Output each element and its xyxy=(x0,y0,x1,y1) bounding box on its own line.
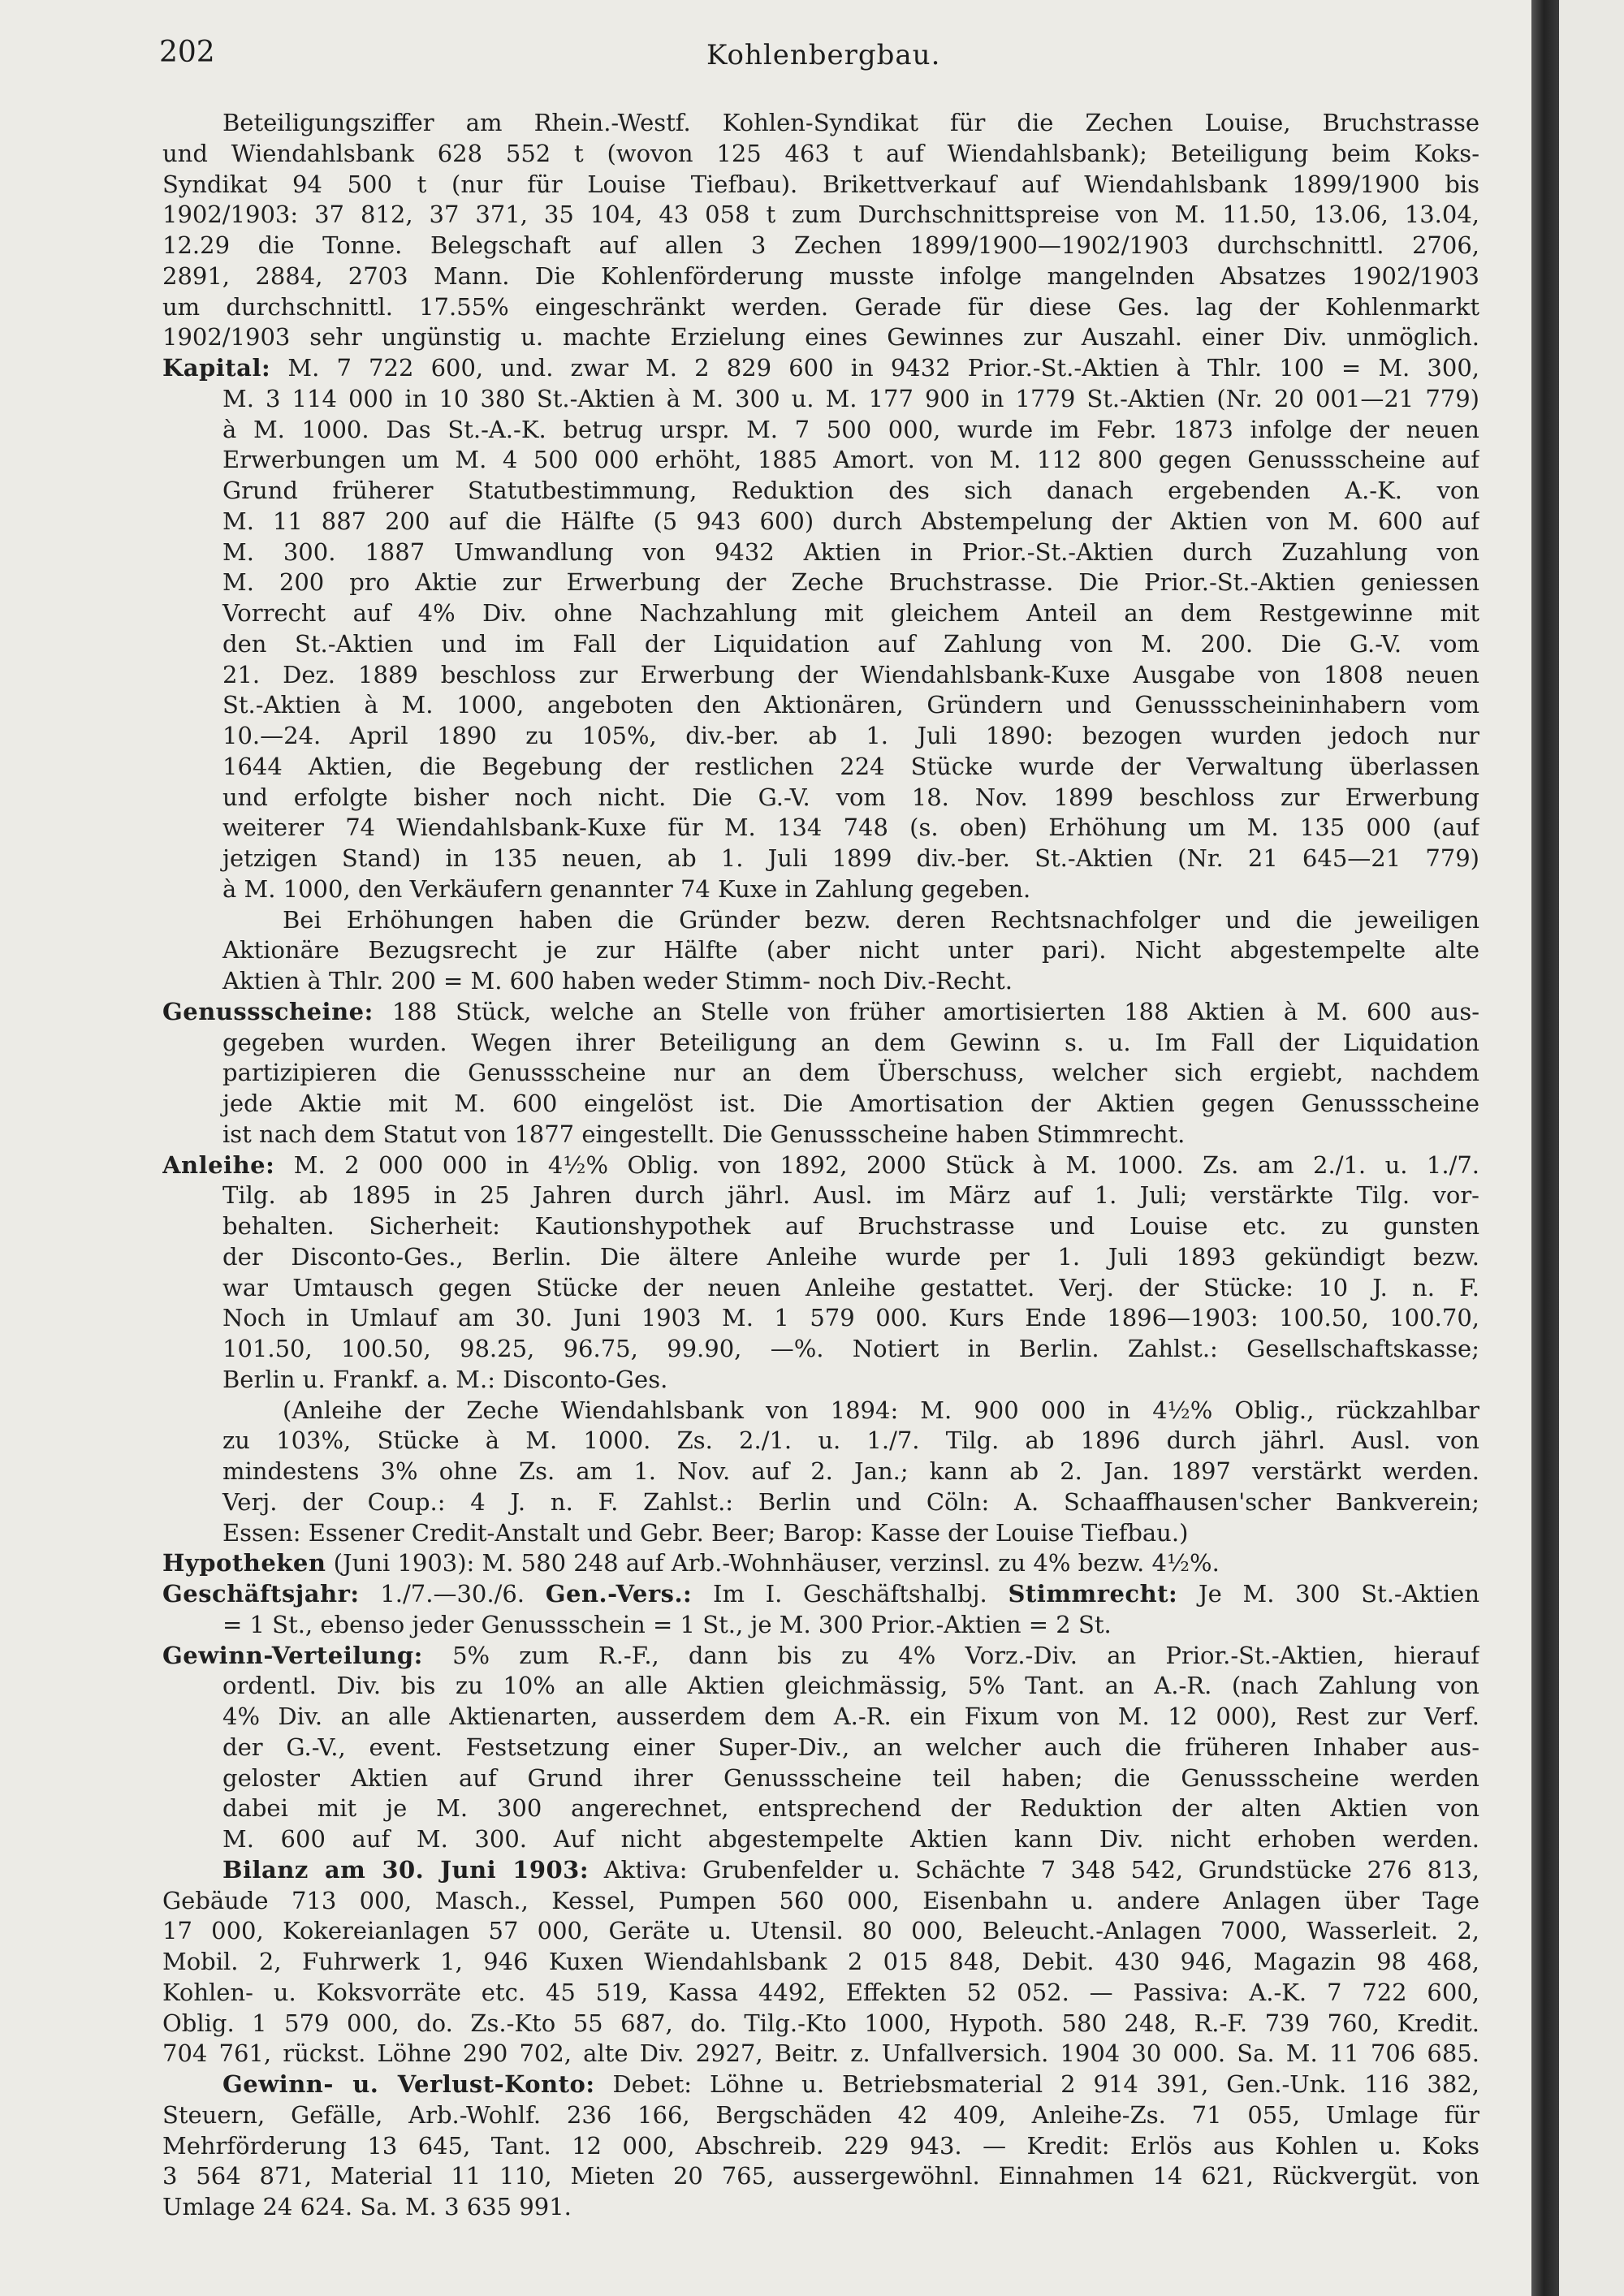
text-line: gegeben wurden. Wegen ihrer Beteiligung an dem Gewinn s. u. Im Fall der Liquidation xyxy=(222,1028,1479,1056)
text-run: (Juni 1903): M. 580 248 auf Arb.-Wohnhäuser, verzinsl. zu 4% bezw. 4½%. xyxy=(333,1549,1220,1577)
section-heading-kapital: Kapital: xyxy=(162,354,271,382)
text-line: M. 600 auf M. 300. Auf nicht abgestempelte Aktien kann Div. nicht erhoben werden. xyxy=(222,1825,1479,1853)
text-line: weiterer 74 Wiendahlsbank-Kuxe für M. 134 748 (s. oben) Erhöhung um M. 135 000 (auf xyxy=(222,814,1479,842)
text-line-genussscheine xyxy=(162,997,1479,1028)
text-line: à M. 1000. Das St.-A.-K. betrug urspr. M. 7 500 000, wurde im Febr. 1873 infolge der neuen xyxy=(222,415,1479,443)
text-line-anleihe xyxy=(162,1150,1479,1181)
section-heading-gv-konto: Gewinn- u. Verlust-Konto: xyxy=(222,2070,595,2098)
text-line: Steuern, Gefälle, Arb.-Wohlf. 236 166, Bergschäden 42 409, Anleihe-Zs. 71 055, Umlage für xyxy=(162,2100,1479,2129)
text-run: Aktiva: Grubenfelder u. Schächte 7 348 542, Grundstücke 276 813, xyxy=(603,1855,1479,1884)
text-line-geschaeftsjahr xyxy=(162,1579,1479,1610)
text-line: M. 300. 1887 Umwandlung von 9432 Aktien in Prior.-St.-Aktien durch Zuzahlung von xyxy=(222,537,1479,566)
text-line: 704 761, rückst. Löhne 290 702, alte Div. 2927, Beitr. z. Unfallversich. 1904 30 000. Sa. M. 11 706 685. xyxy=(162,2039,1479,2068)
text-line: Berlin u. Frankf. a. M.: Disconto-Ges. xyxy=(222,1365,668,1393)
text-line: ordentl. Div. bis zu 10% an alle Aktien gleichmässig, 5% Tant. an A.-R. (nach Zahlung von xyxy=(222,1672,1479,1700)
text-line: 1644 Aktien, die Begebung der restlichen 224 Stücke wurde der Verwaltung überlassen xyxy=(222,752,1479,780)
text-run: 5% zum R.-F., dann bis zu 4% Vorz.-Div. an Prior.-St.-Aktien, hierauf xyxy=(452,1641,1479,1669)
text-line: Tilg. ab 1895 in 25 Jahren durch jährl. Ausl. im März auf 1. Juli; verstärkte Tilg. vor- xyxy=(222,1181,1479,1210)
facing-page-edge xyxy=(1559,0,1624,2296)
text-line: und Wiendahlsbank 628 552 t (wovon 125 463 t auf Wiendahlsbank); Beteiligung beim Koks- xyxy=(162,139,1479,167)
section-heading-gewinn-verteilung: Gewinn-Verteilung: xyxy=(162,1641,423,1669)
text-line: um durchschnittl. 17.55% eingeschränkt werden. Gerade für diese Ges. lag der Kohlenmarkt xyxy=(162,292,1479,321)
text-line: 101.50, 100.50, 98.25, 96.75, 99.90, —%. Notiert in Berlin. Zahlst.: Gesellschaftskasse; xyxy=(222,1335,1479,1362)
section-heading-geschaeftsjahr: Geschäftsjahr: xyxy=(162,1580,360,1608)
text-line: Aktionäre Bezugsrecht je zur Hälfte (aber nicht unter pari). Nicht abgestempelte alte xyxy=(222,936,1479,965)
text-line: M. 11 887 200 auf die Hälfte (5 943 600) durch Abstempelung der Aktien von M. 600 auf xyxy=(222,507,1479,535)
text-line: 4% Div. an alle Aktienarten, ausserdem dem A.-R. ein Fixum von M. 12 000), Rest zur Verf. xyxy=(222,1703,1479,1730)
text-line: Noch in Umlauf am 30. Juni 1903 M. 1 579 000. Kurs Ende 1896—1903: 100.50, 100.70, xyxy=(222,1304,1479,1332)
section-heading-genussscheine: Genussscheine: xyxy=(162,997,374,1025)
text-line: Verj. der Coup.: 4 J. n. F. Zahlst.: Berlin und Cöln: A. Schaaffhausen'scher Bankverein; xyxy=(222,1487,1479,1516)
text-line: Bei Erhöhungen haben die Gründer bezw. deren Rechtsnachfolger und die jeweiligen xyxy=(283,905,1479,934)
text-line: Mobil. 2, Fuhrwerk 1, 946 Kuxen Wiendahlsbank 2 015 848, Debit. 430 946, Magazin 98 468, xyxy=(162,1948,1479,1975)
text-run: Je M. 300 St.-Aktien xyxy=(1199,1580,1479,1608)
text-line: mindestens 3% ohne Zs. am 1. Nov. auf 2. Jan.; kann ab 2. Jan. 1897 verstärkt werden. xyxy=(222,1457,1479,1485)
text-line: Essen: Essener Credit-Anstalt und Gebr. Beer; Barop: Kasse der Louise Tiefbau.) xyxy=(222,1518,1189,1547)
text-line-gewinn-verteilung xyxy=(162,1641,1479,1672)
text-line: dabei mit je M. 300 angerechnet, entsprechend der Reduktion der alten Aktien von xyxy=(222,1794,1479,1823)
text-line: Oblig. 1 579 000, do. Zs.-Kto 55 687, do. Tilg.-Kto 1000, Hypoth. 580 248, R.-F. 739 760, Kredit. xyxy=(162,2009,1479,2037)
text-line: 12.29 die Tonne. Belegschaft auf allen 3 Zechen 1899/1900—1902/1903 durchschnittl. 2706, xyxy=(162,231,1479,259)
text-run: M. 2 000 000 in 4½% Oblig. von 1892, 2000 Stück à M. 1000. Zs. am 2./1. u. 1./7. xyxy=(293,1150,1479,1179)
text-line: behalten. Sicherheit: Kautionshypothek auf Bruchstrasse und Louise etc. zu gunsten xyxy=(222,1212,1479,1240)
text-line: Vorrecht auf 4% Div. ohne Nachzahlung mit gleichem Anteil an dem Restgewinne mit xyxy=(222,599,1479,627)
text-line: à M. 1000, den Verkäufern genannter 74 Kuxe in Zahlung gegeben. xyxy=(222,874,1031,903)
text-line: Syndikat 94 500 t (nur für Louise Tiefbau). Brikettverkauf auf Wiendahlsbank 1899/1900 bis xyxy=(162,170,1479,198)
text-line: Beteiligungsziffer am Rhein.-Westf. Kohlen-Syndikat für die Zechen Louise, Bruchstrasse xyxy=(222,109,1479,136)
text-line: der G.-V., event. Festsetzung einer Super-Div., an welcher auch die früheren Inhaber aus- xyxy=(222,1733,1479,1761)
text-run: Im I. Geschäftshalbj. xyxy=(712,1580,987,1608)
text-line: St.-Aktien à M. 1000, angeboten den Aktionären, Gründern und Genussscheininhabern vom xyxy=(222,691,1479,719)
text-line: Mehrförderung 13 645, Tant. 12 000, Abschreib. 229 943. — Kredit: Erlös aus Kohlen u. Koks xyxy=(162,2131,1479,2160)
text-line: 1902/1903 sehr ungünstig u. machte Erzielung eines Gewinnes zur Auszahl. einer Div. unmöglich. xyxy=(162,323,1479,352)
text-line-hypotheken xyxy=(162,1548,1479,1579)
text-line: den St.-Aktien und im Fall der Liquidation auf Zahlung von M. 200. Die G.-V. vom xyxy=(222,629,1479,658)
text-line: Umlage 24 624. Sa. M. 3 635 991. xyxy=(162,2193,572,2220)
text-line: 21. Dez. 1889 beschloss zur Erwerbung der Wiendahlsbank-Kuxe Ausgabe von 1808 neuen xyxy=(222,660,1479,688)
text-line: geloster Aktien auf Grund ihrer Genussscheine teil haben; die Genussscheine werden xyxy=(222,1763,1479,1792)
text-line-kapital xyxy=(162,353,1479,384)
page-number: 202 xyxy=(159,36,215,69)
text-line: war Umtausch gegen Stücke der neuen Anleihe gestattet. Verj. der Stücke: 10 J. n. F. xyxy=(222,1273,1479,1301)
text-line: 10.—24. April 1890 zu 105%, div.-ber. ab 1. Juli 1890: bezogen wurden jedoch nur xyxy=(222,722,1479,749)
text-run: M. 7 722 600, und. zwar M. 2 829 600 in 9432 Prior.-St.-Aktien à Thlr. 100 = M. 300, xyxy=(287,354,1479,382)
section-heading-anleihe: Anleihe: xyxy=(162,1150,275,1179)
section-heading-gen-vers: Gen.-Vers.: xyxy=(545,1580,693,1608)
text-line: partizipieren die Genussscheine nur an dem Überschuss, welcher sich ergiebt, nachdem xyxy=(222,1059,1479,1087)
body-text xyxy=(162,108,1479,2223)
running-head: Kohlenbergbau. xyxy=(706,39,941,71)
text-line: 3 564 871, Material 11 110, Mieten 20 765, aussergewöhnl. Einnahmen 14 621, Rückvergüt. von xyxy=(162,2162,1479,2190)
text-run: Debet: Löhne u. Betriebsmaterial 2 914 391, Gen.-Unk. 116 382, xyxy=(612,2070,1479,2098)
text-run: 1./7.—30./6. xyxy=(380,1580,525,1608)
text-line: Gebäude 713 000, Masch., Kessel, Pumpen 560 000, Eisenbahn u. andere Anlagen über Tage xyxy=(162,1886,1479,1914)
text-line: 17 000, Kokereianlagen 57 000, Geräte u. Utensil. 80 000, Beleucht.-Anlagen 7000, Wasserleit. 2, xyxy=(162,1917,1479,1945)
section-heading-stimmrecht: Stimmrecht: xyxy=(1008,1580,1178,1608)
text-line: Erwerbungen um M. 4 500 000 erhöht, 1885 Amort. von M. 112 800 gegen Genussscheine auf xyxy=(222,446,1479,474)
text-line: jede Aktie mit M. 600 eingelöst ist. Die Amortisation der Aktien gegen Genussscheine xyxy=(222,1090,1479,1117)
section-heading-hypotheken: Hypotheken xyxy=(162,1549,326,1577)
text-line: M. 3 114 000 in 10 380 St.-Aktien à M. 300 u. M. 177 900 in 1779 St.-Aktien (Nr. 20 001—21 779) xyxy=(222,384,1479,412)
text-line: 2891, 2884, 2703 Mann. Die Kohlenförderung musste infolge mangelnden Absatzes 1902/1903 xyxy=(162,261,1479,290)
text-line: zu 103%, Stücke à M. 1000. Zs. 2./1. u. 1./7. Tilg. ab 1896 durch jährl. Ausl. von xyxy=(222,1426,1479,1455)
text-line: (Anleihe der Zeche Wiendahlsbank von 1894: M. 900 000 in 4½% Oblig., rückzahlbar xyxy=(283,1396,1479,1424)
text-line: 1902/1903: 37 812, 37 371, 35 104, 43 058 t zum Durchschnittspreise von M. 11.50, 13.06, 13.04, xyxy=(162,201,1479,229)
text-line: Aktien à Thlr. 200 = M. 600 haben weder Stimm- noch Div.-Recht. xyxy=(222,967,1013,995)
page-header xyxy=(0,36,1531,84)
text-line: = 1 St., ebenso jeder Genussschein = 1 St., je M. 300 Prior.-Aktien = 2 St. xyxy=(222,1610,1112,1638)
text-line: ist nach dem Statut von 1877 eingestellt. Die Genussscheine haben Stimmrecht. xyxy=(222,1120,1186,1148)
text-line: Grund früherer Statutbestimmung, Reduktion des sich danach ergebenden A.-K. von xyxy=(222,477,1479,504)
text-line: Kohlen- u. Koksvorräte etc. 45 519, Kassa 4492, Effekten 52 052. — Passiva: A.-K. 7 722 600, xyxy=(162,1978,1479,2006)
section-heading-bilanz: Bilanz am 30. Juni 1903: xyxy=(222,1855,590,1884)
text-line: der Disconto-Ges., Berlin. Die ältere Anleihe wurde per 1. Juli 1893 gekündigt bezw. xyxy=(222,1242,1479,1271)
text-line-gv-konto xyxy=(162,2069,1479,2100)
text-run: 188 Stück, welche an Stelle von früher amortisierten 188 Aktien à M. 600 aus- xyxy=(391,997,1479,1025)
text-line: M. 200 pro Aktie zur Erwerbung der Zeche Bruchstrasse. Die Prior.-St.-Aktien geniessen xyxy=(222,568,1479,597)
text-line: jetzigen Stand) in 135 neuen, ab 1. Juli 1899 div.-ber. St.-Aktien (Nr. 21 645—21 779) xyxy=(222,844,1479,872)
book-binding-shadow xyxy=(1531,0,1559,2296)
text-line: und erfolgte bisher noch nicht. Die G.-V. vom 18. Nov. 1899 beschloss zur Erwerbung xyxy=(222,783,1479,811)
text-line-bilanz xyxy=(162,1855,1479,1886)
